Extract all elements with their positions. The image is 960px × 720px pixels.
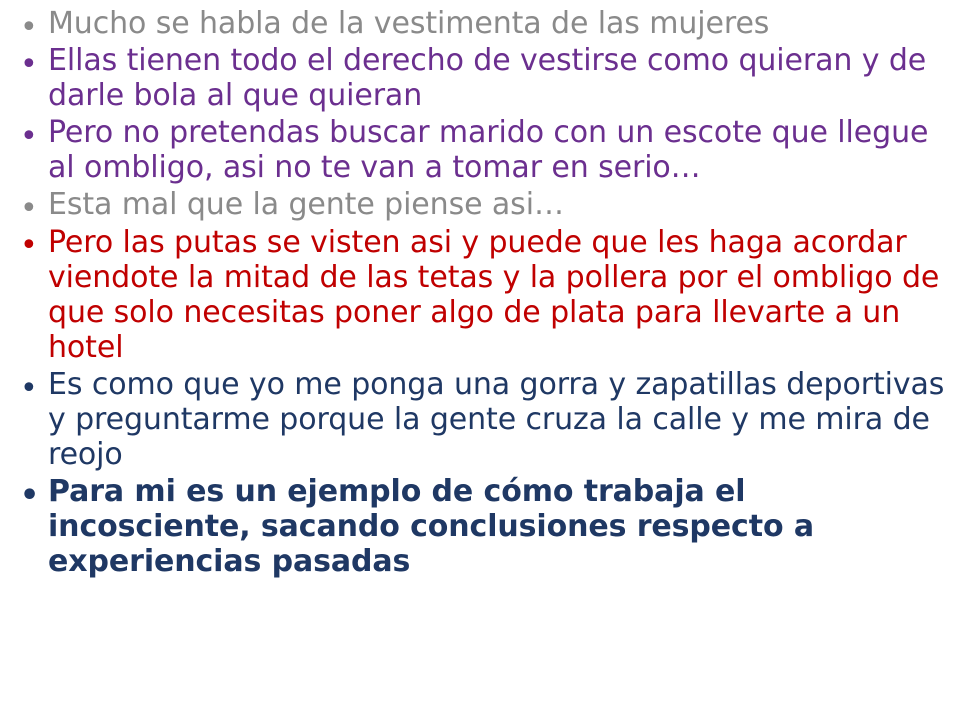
bullet-dot-icon: •	[20, 191, 38, 227]
list-item-text: Ellas tienen todo el derecho de vestirse como quieran y de darle bola al que quieran	[48, 43, 927, 114]
list-item	[10, 474, 950, 579]
list-item-text: Pero las putas se visten asi y puede que les haga acordar viendote la mitad de las tetas y la pollera por el ombligo de que solo necesitas poner algo de plata para llevarte a un hotel	[48, 224, 940, 365]
list-item-text: Pero no pretendas buscar marido con un escote que llegue al ombligo, asi no te van a tomar en serio…	[48, 115, 929, 186]
list-item-text: Esta mal que la gente piense asi…	[48, 187, 564, 223]
list-item	[10, 6, 950, 45]
list-item	[10, 367, 950, 472]
list-item	[10, 115, 950, 185]
bullet-list	[10, 6, 950, 580]
bullet-dot-icon: •	[20, 9, 38, 45]
bullet-dot-icon: •	[20, 118, 38, 154]
bullet-dot-icon: •	[20, 46, 38, 82]
list-item-text: Es como que yo me ponga una gorra y zapatillas deportivas y preguntarme porque la gente cruza la calle y me mira de reojo	[48, 366, 945, 473]
bullet-dot-icon: •	[20, 477, 40, 513]
bullet-dot-icon: •	[20, 370, 38, 406]
list-item-text: Mucho se habla de la vestimenta de las mujeres	[48, 6, 770, 41]
list-item	[10, 43, 950, 113]
list-item	[10, 225, 950, 365]
list-item-text: Para mi es un ejemplo de cómo trabaja el incosciente, sacando conclusiones respecto a experiencias pasadas	[48, 474, 814, 580]
list-item	[10, 187, 950, 227]
bullet-dot-icon: •	[20, 228, 38, 264]
